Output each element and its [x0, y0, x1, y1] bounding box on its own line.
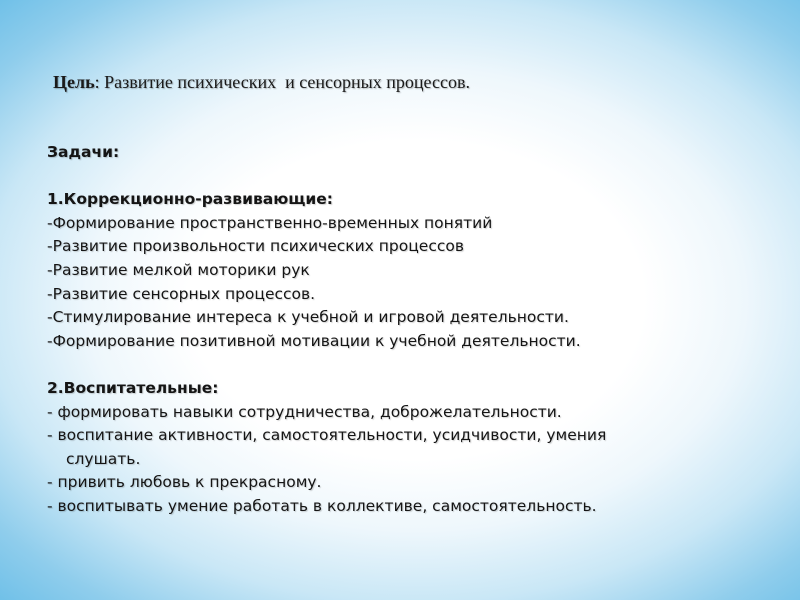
section2-item: - формировать навыки сотрудничества, доброжелательности.	[47, 402, 562, 421]
section2-item-continuation: слушать.	[66, 449, 141, 468]
tasks-block	[47, 141, 767, 519]
section1-item: -Развитие мелкой моторики рук	[47, 260, 310, 279]
spacer	[47, 165, 767, 189]
section1-heading: 1.Коррекционно-развивающие:	[47, 190, 333, 209]
section2-heading: 2.Воспитательные:	[47, 378, 219, 397]
section2-item: - привить любовь к прекрасному.	[47, 473, 322, 492]
section1-item: -Формирование пространственно-временных понятий	[47, 213, 493, 232]
goal-label: Цель	[53, 72, 95, 92]
spacer	[47, 353, 767, 377]
section1-item: -Формирование позитивной мотивации к учебной деятельности.	[47, 331, 581, 350]
tasks-heading: Задачи:	[47, 143, 120, 161]
section1-item: -Стимулирование интереса к учебной и игровой деятельности.	[47, 308, 569, 327]
goal-text: : Развитие психических и сенсорных процессов.	[94, 72, 470, 92]
section1-item: -Развитие произвольности психических процессов	[47, 237, 464, 256]
section2-item: - воспитывать умение работать в коллективе, самостоятельность.	[47, 496, 597, 515]
section1-item: -Развитие сенсорных процессов.	[47, 284, 316, 303]
section2-item: - воспитание активности, самостоятельности, усидчивости, умения	[47, 426, 607, 445]
goal-line	[53, 72, 470, 93]
